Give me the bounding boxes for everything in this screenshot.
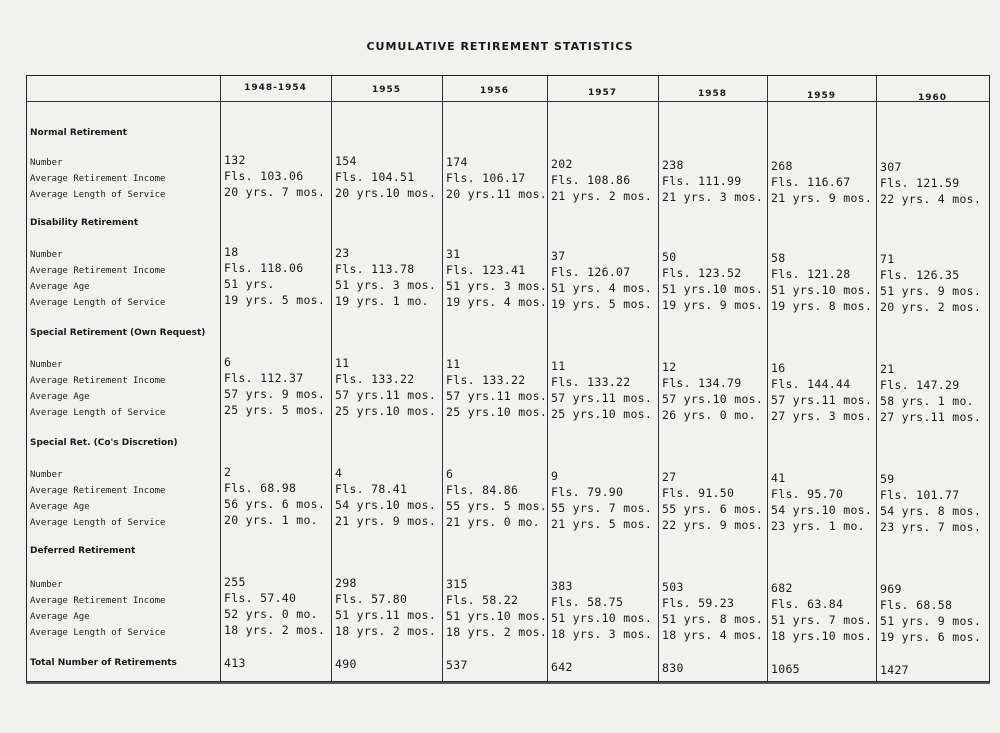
table-cell: Fls. 57.40 — [224, 591, 297, 605]
table-cell: 21 yrs. 3 mos. — [662, 189, 764, 204]
table-cell: 18 yrs. 2 mos. — [224, 623, 326, 637]
table-cell: Fls. 133.22 — [551, 374, 631, 389]
column-divider — [658, 76, 659, 681]
column-header: 1948-1954 — [244, 83, 307, 93]
row-label: Number — [30, 158, 63, 168]
table-cell: 19 yrs. 5 mos. — [224, 293, 326, 307]
table-cell: Fls. 58.22 — [446, 593, 519, 608]
table-cell: 26 yrs. 0 mo. — [662, 407, 756, 422]
table-cell: 268 — [771, 159, 793, 173]
table-cell: Fls. 126.35 — [880, 268, 960, 283]
row-label: Number — [30, 470, 63, 480]
table-cell: 21 yrs. 9 mos. — [771, 191, 873, 205]
table-cell: 18 yrs. 4 mos. — [662, 627, 764, 642]
header-divider — [27, 101, 989, 102]
table-cell: 298 — [335, 576, 357, 591]
table-cell: 27 yrs.11 mos. — [880, 410, 982, 425]
table-cell: 56 yrs. 6 mos. — [224, 497, 326, 511]
table-cell: 18 yrs. 2 mos. — [335, 624, 437, 639]
table-cell: 18 yrs. 3 mos. — [551, 626, 653, 641]
table-cell: Fls. 123.41 — [446, 263, 526, 278]
table-cell: 54 yrs.10 mos. — [335, 498, 437, 513]
table-cell: 51 yrs. 4 mos. — [551, 280, 653, 295]
table-cell: 22 yrs. 9 mos. — [662, 517, 764, 532]
table-cell: 54 yrs. 8 mos. — [880, 504, 982, 519]
table-cell: 132 — [224, 153, 246, 167]
row-label: Average Retirement Income — [30, 266, 166, 276]
column-header: 1955 — [371, 84, 402, 95]
row-label: Number — [30, 360, 63, 370]
table-cell: Fls. 104.51 — [335, 170, 415, 185]
table-cell: Fls. 59.23 — [662, 595, 735, 610]
table-cell: 21 yrs. 5 mos. — [551, 516, 653, 531]
table-cell: 27 yrs. 3 mos. — [771, 409, 873, 423]
row-label: Average Retirement Income — [30, 596, 166, 606]
row-label: Average Age — [30, 282, 90, 292]
table-cell: 255 — [224, 575, 246, 589]
column-divider — [331, 76, 332, 681]
table-cell: Fls. 134.79 — [662, 375, 742, 390]
table-cell: Fls. 123.52 — [662, 265, 742, 280]
column-divider — [442, 76, 443, 681]
table-cell: 11 — [551, 358, 566, 373]
table-cell: 20 yrs. 7 mos. — [224, 185, 326, 199]
table-cell: 19 yrs. 1 mo. — [335, 294, 429, 309]
table-cell: 31 — [446, 247, 461, 262]
table-cell: Fls. 63.84 — [771, 597, 844, 611]
table-cell: 238 — [662, 157, 684, 172]
table-cell: 19 yrs. 4 mos. — [446, 295, 548, 310]
table-cell: 21 yrs. 2 mos. — [551, 188, 653, 203]
row-label: Average Age — [30, 612, 90, 622]
table-cell: 55 yrs. 6 mos. — [662, 501, 764, 516]
column-divider — [767, 76, 768, 681]
table-cell: 25 yrs.10 mos. — [551, 406, 653, 421]
table-cell: 41 — [771, 471, 786, 485]
table-cell: 51 yrs. — [224, 277, 275, 291]
table-cell: 51 yrs. 3 mos. — [446, 279, 548, 294]
table-cell: 19 yrs. 5 mos. — [551, 296, 653, 311]
table-cell: 71 — [880, 252, 895, 267]
table-cell: 57 yrs.11 mos. — [446, 389, 548, 404]
table-cell: 18 yrs. 2 mos. — [446, 625, 548, 640]
table-cell: 57 yrs.11 mos. — [335, 388, 437, 403]
row-label: Average Retirement Income — [30, 376, 166, 386]
table-cell: 315 — [446, 577, 468, 592]
table-cell: 58 — [771, 251, 786, 265]
table-cell: Fls. 79.90 — [551, 484, 624, 499]
column-header: 1959 — [806, 91, 837, 101]
row-label: Average Retirement Income — [30, 174, 166, 184]
table-cell: Fls. 101.77 — [880, 488, 960, 503]
table-cell: 969 — [880, 582, 902, 597]
table-cell: 11 — [335, 356, 350, 371]
row-label: Number — [30, 580, 63, 590]
table-cell: 51 yrs. 9 mos. — [880, 614, 982, 629]
table-cell: 20 yrs.10 mos. — [335, 186, 437, 201]
table-cell: 18 — [224, 245, 239, 259]
table-cell: 51 yrs.10 mos. — [771, 283, 873, 297]
section-heading: Normal Retirement — [30, 128, 127, 138]
table-cell: Fls. 147.29 — [880, 378, 960, 393]
total-cell: 537 — [446, 658, 468, 673]
total-cell: 490 — [335, 657, 357, 672]
table-cell: 6 — [446, 467, 454, 482]
table-cell: 154 — [335, 154, 357, 169]
table-cell: 59 — [880, 472, 895, 487]
table-cell: Fls. 144.44 — [771, 377, 851, 391]
total-label: Total Number of Retirements — [30, 658, 177, 668]
table-cell: 57 yrs. 9 mos. — [224, 387, 326, 401]
section-heading: Deferred Retirement — [30, 546, 136, 556]
table-cell: 52 yrs. 0 mo. — [224, 607, 318, 621]
table-cell: 23 yrs. 1 mo. — [771, 519, 865, 533]
column-divider — [547, 76, 548, 681]
column-header: 1958 — [697, 89, 728, 100]
table-cell: 16 — [771, 361, 786, 375]
total-cell: 642 — [551, 659, 573, 674]
table-cell: 2 — [224, 465, 232, 479]
table-cell: Fls. 121.59 — [880, 176, 960, 191]
table-cell: Fls. 121.28 — [771, 267, 851, 281]
table-cell: Fls. 106.17 — [446, 171, 526, 186]
table-cell: 57 yrs.11 mos. — [771, 393, 873, 407]
table-cell: 22 yrs. 4 mos. — [880, 192, 982, 207]
table-cell: 25 yrs. 5 mos. — [224, 403, 326, 417]
table-cell: Fls. 95.70 — [771, 487, 844, 501]
table-cell: 25 yrs.10 mos. — [335, 404, 437, 419]
table-cell: 174 — [446, 155, 468, 170]
table-cell: 51 yrs. 8 mos. — [662, 611, 764, 626]
table-cell: 18 yrs.10 mos. — [771, 629, 873, 643]
table-cell: 51 yrs. 3 mos. — [335, 278, 437, 293]
table-cell: Fls. 108.86 — [551, 172, 631, 187]
table-cell: 58 yrs. 1 mo. — [880, 394, 974, 409]
table-cell: 23 yrs. 7 mos. — [880, 520, 982, 535]
table-cell: Fls. 126.07 — [551, 264, 631, 279]
table-cell: Fls. 133.22 — [446, 373, 526, 388]
table-cell: 11 — [446, 357, 461, 372]
total-cell: 1427 — [880, 663, 909, 678]
table-cell: 9 — [551, 468, 559, 483]
table-cell: 51 yrs.10 mos. — [446, 609, 548, 624]
table-cell: 6 — [224, 355, 232, 369]
table-cell: Fls. 118.06 — [224, 261, 304, 275]
row-label: Average Length of Service — [30, 628, 166, 638]
row-label: Average Length of Service — [30, 518, 166, 528]
table-cell: Fls. 68.58 — [880, 598, 953, 613]
column-divider — [876, 76, 877, 681]
table-cell: 54 yrs.10 mos. — [771, 503, 873, 517]
table-cell: 12 — [662, 359, 677, 374]
row-label: Average Age — [30, 502, 90, 512]
total-cell: 413 — [224, 656, 246, 670]
row-label: Average Age — [30, 392, 90, 402]
table-cell: 51 yrs.10 mos. — [662, 281, 764, 296]
table-cell: 37 — [551, 248, 566, 263]
table-cell: Fls. 57.80 — [335, 592, 408, 607]
table-cell: 25 yrs.10 mos. — [446, 405, 548, 420]
table-cell: 57 yrs.10 mos. — [662, 391, 764, 406]
section-heading: Special Ret. (Co's Discretion) — [30, 438, 178, 448]
table-cell: 51 yrs. 9 mos. — [880, 284, 982, 299]
table-cell: 20 yrs.11 mos. — [446, 187, 548, 202]
table-cell: 55 yrs. 7 mos. — [551, 500, 653, 515]
table-cell: 50 — [662, 249, 677, 264]
table-cell: 20 yrs. 2 mos. — [880, 300, 982, 315]
table-cell: 682 — [771, 581, 793, 595]
table-cell: 21 yrs. 0 mo. — [446, 515, 540, 530]
statistics-table — [26, 75, 990, 682]
table-cell: Fls. 68.98 — [224, 481, 297, 495]
table-cell: 23 — [335, 246, 350, 261]
table-cell: 57 yrs.11 mos. — [551, 390, 653, 405]
table-cell: 383 — [551, 578, 573, 593]
table-cell: Fls. 84.86 — [446, 483, 519, 498]
row-label: Average Length of Service — [30, 190, 166, 200]
table-cell: 4 — [335, 466, 343, 481]
total-cell: 1065 — [771, 662, 800, 676]
column-header: 1960 — [917, 92, 948, 103]
table-cell: Fls. 116.67 — [771, 175, 851, 189]
table-cell: Fls. 112.37 — [224, 371, 304, 385]
table-cell: 51 yrs. 7 mos. — [771, 613, 873, 627]
column-header: 1957 — [587, 87, 618, 98]
table-cell: 21 — [880, 362, 895, 377]
table-cell: Fls. 91.50 — [662, 485, 735, 500]
table-cell: Fls. 58.75 — [551, 594, 624, 609]
total-cell: 830 — [662, 660, 684, 675]
table-cell: 21 yrs. 9 mos. — [335, 514, 437, 529]
table-cell: 19 yrs. 8 mos. — [771, 299, 873, 313]
table-cell: Fls. 133.22 — [335, 372, 415, 387]
row-label: Average Retirement Income — [30, 486, 166, 496]
section-heading: Special Retirement (Own Request) — [30, 328, 206, 338]
table-cell: 27 — [662, 469, 677, 484]
table-cell: Fls. 113.78 — [335, 262, 415, 277]
page-title: CUMULATIVE RETIREMENT STATISTICS — [366, 40, 634, 53]
table-cell: 20 yrs. 1 mo. — [224, 513, 318, 527]
table-cell: 19 yrs. 6 mos. — [880, 630, 982, 645]
table-cell: 307 — [880, 160, 902, 175]
table-cell: 19 yrs. 9 mos. — [662, 297, 764, 312]
column-header: 1956 — [479, 86, 510, 97]
table-cell: 503 — [662, 579, 684, 594]
row-label: Average Length of Service — [30, 298, 166, 308]
table-cell: Fls. 103.06 — [224, 169, 304, 183]
table-cell: 55 yrs. 5 mos. — [446, 499, 548, 514]
table-cell: 51 yrs.10 mos. — [551, 610, 653, 625]
table-cell: Fls. 111.99 — [662, 173, 742, 188]
section-heading: Disability Retirement — [30, 218, 139, 228]
table-cell: 202 — [551, 156, 573, 171]
column-divider — [220, 76, 221, 681]
table-cell: 51 yrs.11 mos. — [335, 608, 437, 623]
row-label: Number — [30, 250, 63, 260]
row-label: Average Length of Service — [30, 408, 166, 418]
table-cell: Fls. 78.41 — [335, 482, 408, 497]
